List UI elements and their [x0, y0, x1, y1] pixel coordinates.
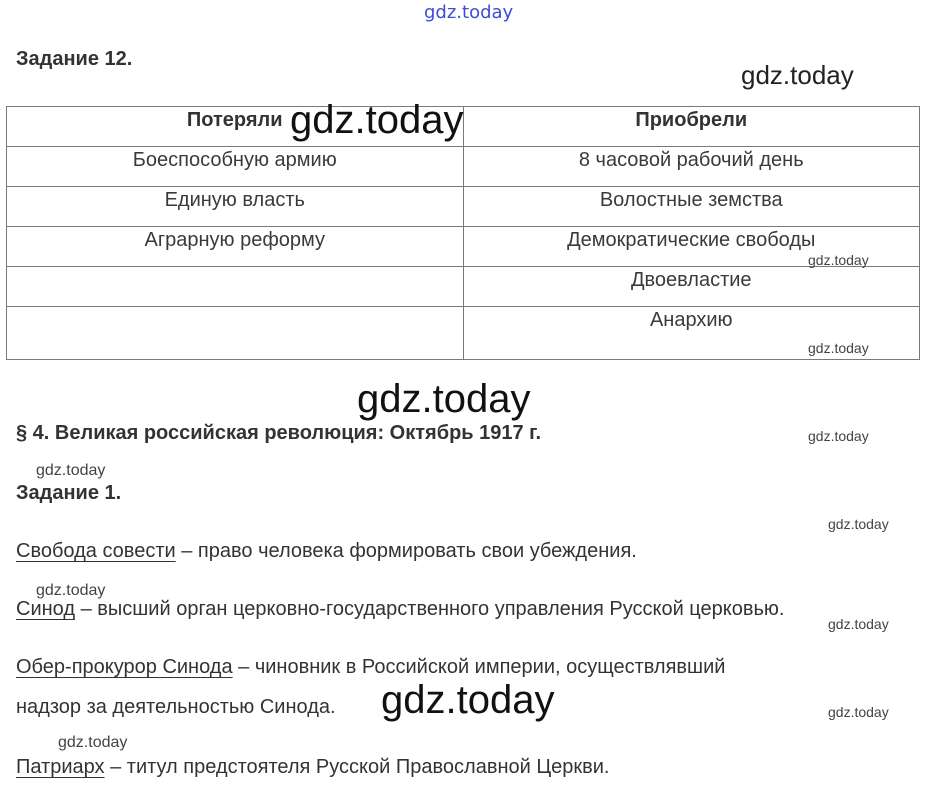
definition-term: Синод [16, 598, 76, 620]
watermark: gdz.today [58, 734, 128, 751]
table-row [7, 267, 920, 307]
watermark: gdz.today [741, 60, 854, 90]
table-header-lost: Потеряли [7, 107, 464, 147]
table-row [7, 227, 920, 267]
watermark: gdz.today [808, 340, 869, 356]
definition-term: Патриарх [16, 756, 105, 778]
table-cell: Анархию [463, 307, 920, 360]
definition-term: Обер-прокурор Синода [16, 656, 233, 678]
definition-line [16, 656, 725, 679]
comparison-table [6, 106, 920, 360]
task1-title: Задание 1. [16, 482, 122, 504]
table-cell [7, 267, 464, 307]
watermark: gdz.today [36, 462, 106, 479]
section-heading: § 4. Великая российская революция: Октябрь 1917 г. [16, 422, 542, 444]
definition-text: – титул предстоятеля Русской Православной Церкви. [104, 756, 610, 778]
definition-line [16, 756, 609, 779]
table-header-gained: Приобрели [463, 107, 920, 147]
table-row [7, 187, 920, 227]
definition-line [16, 598, 784, 621]
definition-line-continued: надзор за деятельностью Синода. [16, 696, 336, 718]
watermark: gdz.today [828, 516, 889, 532]
table-cell: Аграрную реформу [7, 227, 464, 267]
watermark: gdz.today [828, 616, 889, 632]
watermark: gdz.today [357, 377, 531, 421]
task12-title: Задание 12. [16, 48, 133, 70]
definition-text: – чиновник в Российской империи, осуществлявший [232, 656, 726, 678]
watermark: gdz.today [424, 2, 514, 23]
definition-text: – право человека формировать свои убеждения. [175, 540, 637, 562]
table-cell: 8 часовой рабочий день [463, 147, 920, 187]
table-cell: Демократические свободы [463, 227, 920, 267]
definition-text: – высший орган церковно-государственного управления Русской церковью. [75, 598, 785, 620]
definition-term: Свобода совести [16, 540, 176, 562]
watermark: gdz.today [381, 678, 555, 722]
table-row [7, 147, 920, 187]
watermark: gdz.today [808, 252, 869, 268]
table-cell: Единую власть [7, 187, 464, 227]
definition-line [16, 540, 637, 563]
watermark: gdz.today [808, 428, 869, 444]
table-cell: Боеспособную армию [7, 147, 464, 187]
watermark: gdz.today [36, 582, 106, 599]
table-row [7, 307, 920, 360]
watermark: gdz.today [290, 98, 464, 142]
watermark: gdz.today [828, 704, 889, 720]
table-cell [7, 307, 464, 360]
table-cell: Двоевластие [463, 267, 920, 307]
table-cell: Волостные земства [463, 187, 920, 227]
